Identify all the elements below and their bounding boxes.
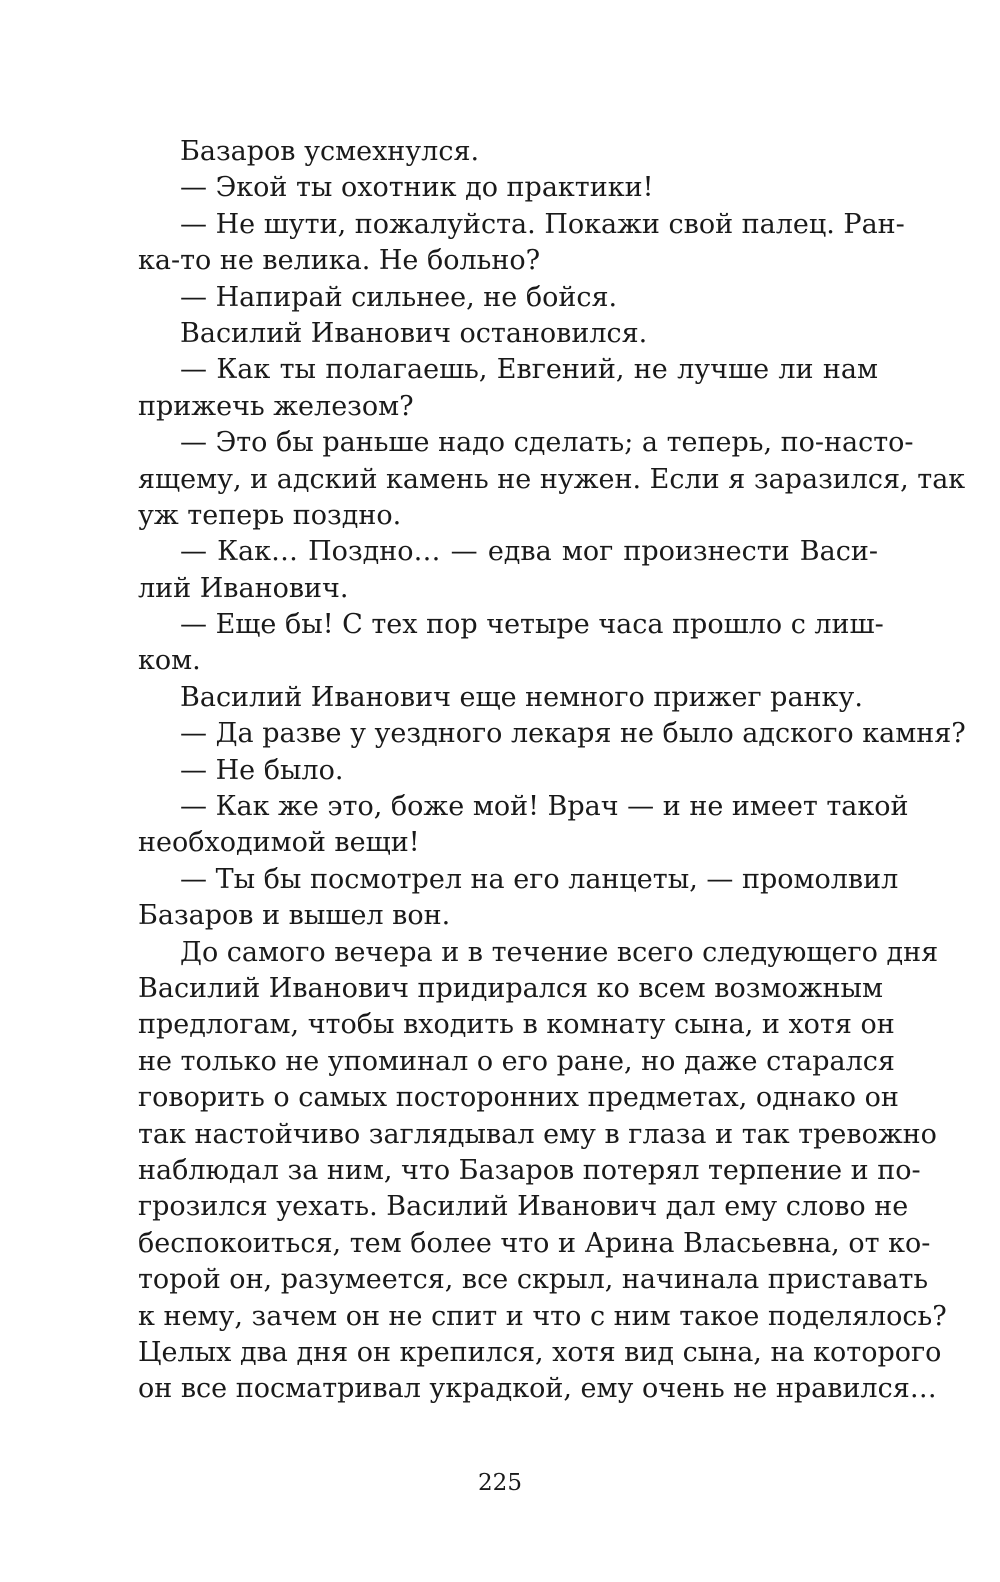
text-line: — Как… Поздно… — едва мог произнести Васи-	[180, 536, 878, 568]
text-line: — Экой ты охотник до практики!	[180, 172, 654, 204]
text-line: Василий Иванович еще немного прижег ранку.	[180, 681, 863, 713]
text-line: предлогам, чтобы входить в комнату сына, и хотя он	[138, 1009, 895, 1041]
text-line: беспокоиться, тем более что и Арина Власьевна, от ко-	[138, 1227, 931, 1259]
text-line: он все посматривал украдкой, ему очень не нравился…	[138, 1373, 937, 1405]
text-line: ком.	[138, 645, 201, 677]
text-line: — Как же это, боже мой! Врач — и не имеет такой	[180, 791, 909, 823]
text-line: Василий Иванович остановился.	[180, 317, 648, 349]
text-line: — Не было.	[180, 754, 344, 786]
text-line: — Не шути, пожалуйста. Покажи свой палец. Ран-	[180, 208, 905, 240]
text-line: — Ты бы посмотрел на его ланцеты, — промолвил	[180, 863, 899, 895]
text-line: уж теперь поздно.	[138, 499, 402, 531]
text-line: — Еще бы! С тех пор четыре часа прошло с лиш-	[180, 609, 884, 641]
text-line: — Это бы раньше надо сделать; а теперь, по-насто-	[180, 427, 914, 459]
text-line: — Напирай сильнее, не бойся.	[180, 281, 618, 313]
text-line: лий Иванович.	[138, 572, 349, 604]
text-line: Василий Иванович придирался ко всем возможным	[138, 972, 884, 1004]
text-line: прижечь железом?	[138, 390, 414, 422]
text-line: к нему, зачем он не спит и что с ним такое поделялось?	[138, 1300, 947, 1332]
text-line: наблюдал за ним, что Базаров потерял терпение и по-	[138, 1154, 921, 1186]
text-line: торой он, разумеется, все скрыл, начинала приставать	[138, 1264, 929, 1296]
text-line: — Как ты полагаешь, Евгений, не лучше ли нам	[180, 354, 878, 386]
page-number: 225	[478, 1470, 522, 1496]
text-line: ящему, и адский камень не нужен. Если я заразился, так	[138, 463, 966, 495]
text-line: так настойчиво заглядывал ему в глаза и так тревожно	[138, 1118, 937, 1150]
text-line: До самого вечера и в течение всего следующего дня	[180, 936, 939, 968]
text-line: — Да разве у уездного лекаря не было адского камня?	[180, 718, 966, 750]
text-line: грозился уехать. Василий Иванович дал ему слово не	[138, 1191, 909, 1223]
text-line: не только не упоминал о его ране, но даже старался	[138, 1045, 895, 1077]
text-line: Базаров усмехнулся.	[180, 136, 480, 167]
text-line: Целых два дня он крепился, хотя вид сына, на которого	[138, 1336, 942, 1368]
text-line: необходимой вещи!	[138, 827, 420, 859]
text-line: говорить о самых посторонних предметах, однако он	[138, 1082, 899, 1114]
text-line: ка-то не велика. Не больно?	[138, 245, 541, 277]
text-line: Базаров и вышел вон.	[138, 900, 451, 932]
body-text	[138, 134, 966, 1408]
